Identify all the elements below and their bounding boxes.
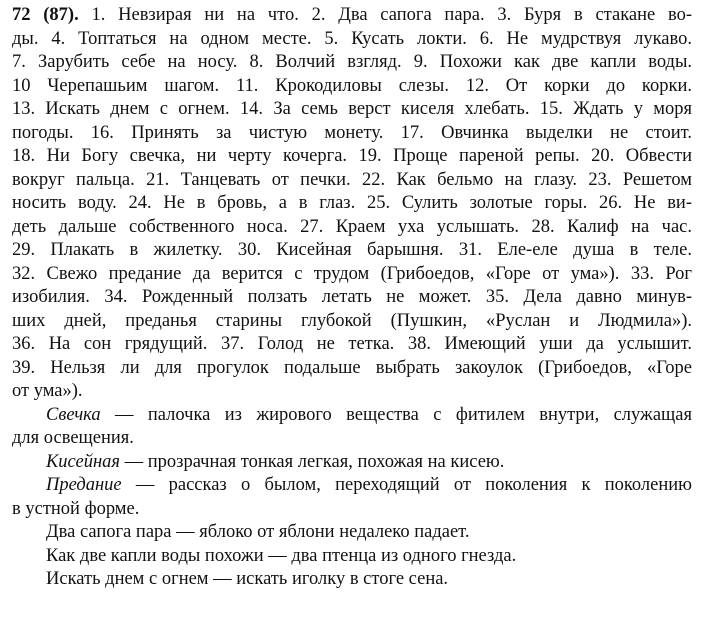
exercise-line-1	[12, 4, 692, 28]
definition-term: Свечка	[46, 404, 101, 425]
exercise-line-4: 10 Черепашьим шагом. 11. Крокодиловы слезы. 12. От корки до корки.	[12, 75, 692, 96]
definition-predanie-continued: в устной форме.	[12, 498, 140, 519]
definition-svechka	[12, 404, 692, 428]
definition-term: Предание	[46, 475, 122, 495]
synonym-line-1: Два сапога пара — яблоко от яблони недалеко падает.	[46, 522, 470, 542]
exercise-line-9: носить воду. 24. Не в бровь, а в глаз. 25. Сулить золотые горы. 26. Не ви-	[12, 193, 692, 213]
exercise-line-14: ших дней, преданья старины глубокой (Пушкин, «Руслан и Людмила»).	[12, 310, 692, 331]
exercise-line-11: 29. Плакать в жилетку. 30. Кисейная барышня. 31. Еле-еле душа в теле.	[12, 240, 692, 260]
exercise-line-6: погоды. 16. Принять за чистую монету. 17. Овчинка выделки не стоит.	[12, 122, 692, 143]
exercise-line-3: 7. Зарубить себе на носу. 8. Волчий взгляд. 9. Похожи как две капли воды.	[12, 52, 692, 72]
definition-text: — рассказ о былом, переходящий от поколения к поколению	[121, 475, 692, 495]
exercise-line-16: 39. Нельзя ли для прогулок подальше выбрать закоулок (Грибоедов, «Горе	[12, 357, 692, 378]
exercise-line-17: от ума»).	[12, 381, 83, 401]
exercise-number: 72 (87).	[12, 5, 79, 25]
exercise-line-10: деть дальше собственного носа. 27. Краем уха услышать. 28. Калиф на час.	[12, 216, 692, 237]
synonym-line-3: Искать днем с огнем — искать иголку в стоге сена.	[46, 569, 449, 589]
definition-svechka-continued: для освещения.	[12, 428, 134, 448]
exercise-line-text: 1. Невзирая ни на что. 2. Два сапога пара. 3. Буря в стакане во-	[91, 5, 693, 25]
exercise-line-8: вокруг пальца. 21. Танцевать от печки. 22. Как бельмо на глазу. 23. Решетом	[12, 169, 692, 190]
exercise-line-5: 13. Искать днем с огнем. 14. За семь верст киселя хлебать. 15. Ждать у моря	[12, 99, 692, 119]
definition-term: Кисейная	[46, 451, 120, 472]
synonym-line-2: Как две капли воды похожи — два птенца из одного гнезда.	[46, 545, 517, 566]
textbook-page	[12, 4, 692, 616]
exercise-line-13: изобилия. 34. Рожденный ползать летать не может. 35. Дела давно минув-	[12, 287, 692, 307]
definition-text: — палочка из жирового вещества с фитилем внутри, служащая	[100, 404, 692, 425]
definition-kiseinaya	[12, 451, 692, 475]
exercise-line-15: 36. На сон грядущий. 37. Голод не тетка. 38. Имеющий уши да услышит.	[12, 334, 692, 354]
definition-text: — прозрачная тонкая легкая, похожая на кисею.	[120, 451, 505, 472]
exercise-line-7: 18. Ни Богу свечка, ни черту кочерга. 19. Проще пареной репы. 20. Обвести	[12, 146, 692, 166]
exercise-line-2: ды. 4. Топтаться на одном месте. 5. Кусать локти. 6. Не мудрствуя лукаво.	[12, 28, 692, 49]
exercise-line-12: 32. Свежо предание да верится с трудом (Грибоедов, «Горе от ума»). 33. Рог	[12, 263, 692, 284]
definition-predanie	[12, 474, 692, 498]
